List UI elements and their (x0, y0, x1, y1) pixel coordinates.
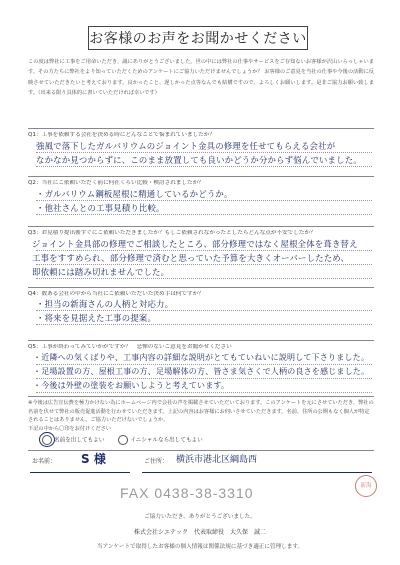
hanko-seal: 新海 (355, 475, 377, 497)
publish-choices (42, 435, 203, 445)
section-divider (28, 226, 374, 227)
customer-name: S 様 (81, 452, 106, 466)
answer-5-line-3: ・今後は外壁の塗装をお願いしようと考えています。 (33, 381, 230, 390)
section-divider (28, 128, 374, 129)
answer-line (36, 166, 372, 167)
fax-number: FAX 0438-38-3310 (120, 485, 254, 501)
answer-line (36, 214, 372, 215)
answer-5-line-2: ・足場設置の方、屋根工事の方、足場解体の方、皆さま気さくで人柄の良さを感じました。 (33, 367, 370, 376)
handwritten-selection-circle (39, 432, 55, 447)
section-divider (28, 287, 374, 288)
section-divider (28, 340, 374, 341)
customer-info-row (26, 452, 376, 472)
answer-4-line-2: ・将来を見据えた工事の提案。 (36, 313, 157, 323)
question-1: Q1：工事を依頼する会社を決める時にどんなことで悩まれていましたか？ (28, 132, 215, 138)
answer-2-line-1: ・ガルバリウム鋼板屋根に精通しているかどうか。 (36, 189, 233, 199)
choice-initial-ok[interactable]: イニシャルなら出してもよい (118, 435, 202, 445)
answer-2-line-2: ・他社さんとの工事見積り比較。 (36, 203, 165, 213)
page-title: お客様のお声をお聞かせください (88, 26, 308, 50)
answer-line (36, 324, 372, 325)
privacy-note: 当アンケートで取得したお客様の個人情報は関係法規に基づき適正に管理します。 (96, 544, 304, 550)
answer-line (36, 264, 372, 265)
question-5: Q5：工事が終わってみていかがですか？ 忌憚のないご意見をお聞かせください (28, 344, 232, 350)
answer-3-line-3: 即依頼には踏み切れませんでした。 (32, 267, 170, 277)
thanks-text: ご協力いただき、ありがとうございました。 (144, 514, 256, 520)
name-underline (30, 472, 130, 473)
choice-name-ok[interactable]: 名前を出してもよい (42, 435, 104, 445)
answer-1-line-1: 強風で落下したガルバリウムのジョイント金具の修理を任せてもらえる会社が (36, 141, 336, 151)
section-divider (28, 450, 374, 451)
answer-4-line-1: ・担当の新海さんの人柄と対応力。 (36, 299, 174, 309)
answer-line (36, 152, 372, 153)
answer-3-line-1: ジョイント金具部の修理でご相談したところ、部分修理ではなく屋根全体を葺き替え (32, 239, 358, 249)
answer-5-line-1: ・近隣への気くばりや、工事内容の詳細な説明がとてもていねいに説明して下さりました。 (33, 353, 370, 362)
answer-line (36, 378, 372, 379)
section-divider (28, 176, 374, 177)
name-label: お名前： (32, 458, 57, 465)
answer-line (36, 310, 372, 311)
choice-prompt: 下記の中から〇印をお付けください (28, 426, 112, 432)
company-line: 株式会社シエテック 代表取締役 大久保 誠二 (133, 529, 266, 536)
intro-text: この度は弊社に工事をご用命いただき、誠にありがとうございました。世の中には弊社の仕事やサービスをご存知ないお客様が沢山いらっしゃいます。その方たちに弊社をより知っていただくためのアンケートにご協力いただけませんでしょうか？ お客様のご意見を当社の仕事や今後の活動に反映させていただきたいと考えております。良かったこと、遅しかった点等なんでも結構ですので、よろしくお願いします。是非ご協力お願い致します。（出来る限り具体的に書いていただければ幸いです） (28, 59, 374, 96)
answer-3-line-2: 工事をすすめられ、部分修理で済むと思っていた予算を大きくオーバーしたため、 (32, 253, 350, 263)
answer-line (36, 278, 372, 279)
disclosure-note: ※今後は広告宣伝費を極力かけない為にホームページ内で会社の声を掲載させていただいております。このアンケートを元にさせていただき、弊社の名前を伏せて弊社の販売促進活動を行わせていただきます。上記の内容はお客様にお伺いさせていただきます。名前、住所の公開もなく個人が特定されることはありません。ご協力いただけないでしょうか。 (28, 400, 374, 424)
answer-line (36, 250, 372, 251)
address-underline (142, 472, 372, 473)
radio-circle-icon (118, 435, 128, 445)
question-2: Q2：当社にご依頼いただく前に何社くらい比較・検討されましたか？ (28, 180, 204, 186)
customer-address: 横浜市港北区綱島西 (176, 455, 258, 465)
address-label: ご住所： (144, 458, 169, 465)
question-4: Q4：数ある会社の中から当社にご依頼いただいた決め手は何ですか？ (28, 291, 204, 297)
section-divider (28, 396, 374, 397)
question-3: Q3：お見積り提出後すぐにご依頼いただきましたか？もしご依頼されなかったとしたらどんな点が不安でしたか？ (28, 230, 316, 236)
answer-line (36, 364, 372, 365)
answer-1-line-2: なかなか見つからずに、このまま放置しても良いかどうか分からず悩んでいました。 (36, 155, 362, 165)
answer-line (36, 200, 372, 201)
answer-line (36, 392, 372, 393)
